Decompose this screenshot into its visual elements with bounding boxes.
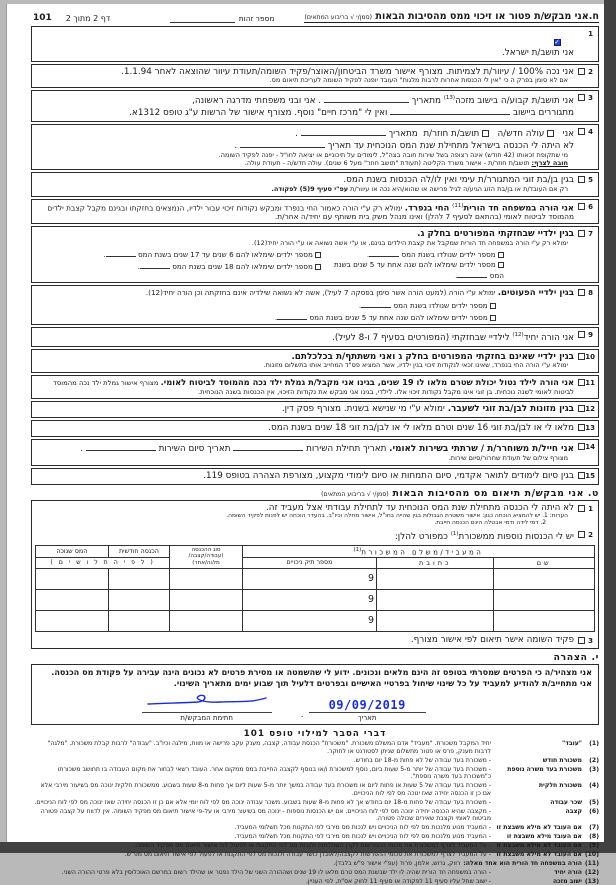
item-text: אני הורה יחיד$^{(12)}$ לילדיי שבחזקתי (המפורטים בסעיף 7 ו-8 לעיל). — [332, 332, 574, 344]
footnote-term: אם העובד לא מילא משבצת זו — [496, 841, 582, 849]
single-parent-family-checkbox[interactable] — [578, 203, 585, 210]
footnote-text: יחיד המקבל משכורת. "מעביד" אדם המשלם משכורת. "משכורת" הכנסת עבודה, קצבה, מענק עקב פרישה או מוות, מילגה וכיו"ב. "עבודה" לרבות קבלת משכורת. "מלגה" לרבות מענק, פרס או פטור מתשלום שניתן לסטודנט או לחוקר. — [47, 740, 491, 755]
footnote-text: - משכורת בעד עבודה של 5 שעות או פחות ליום או משכורת בעד עבודה במשך יותר מ-5 שעות ליום אך פחות מ-8 שעות בשבוע. ממשכורת חלקית ינוכה מס בשיעור מירבי אלא אם כן זו הכנסה יחידה שאז ינוכה מס לפי לוח הניכויים. — [40, 782, 491, 797]
item-number: 1 — [588, 504, 593, 513]
item-text-line2: מתגוררים ביישוב ואין לי "מרכז חיים" נוסף. מצורף אישור של הרשות ע"ג טופס 1312א. — [129, 108, 574, 119]
footnote-term: אם העובד לא מילא משבצת זו — [496, 850, 582, 858]
exemption-item-3 — [31, 90, 599, 122]
footnote-number: (2) — [589, 756, 599, 764]
item-text: אני תושב/ת ישראל. — [501, 48, 574, 58]
service-start-date-field[interactable] — [233, 442, 303, 451]
item-text: מלאו לי או לבן/בת זוגי 16 שנים וטרם מלאו לי או לבן/בת זוגי 18 שנים בשנת המס. — [268, 423, 574, 434]
children-18-line: מספר ילדים שימלאו להם 18 שנים בשנת המס . — [36, 260, 321, 280]
address-cell[interactable] — [377, 610, 494, 631]
item-text: לא היתה לי הכנסה מתחילת שנת המס הנוכחית עד לתחילת עבודתי אצל מעביד זה. — [265, 502, 574, 513]
footnote-number: (9) — [589, 841, 599, 849]
date-label: תאריך — [357, 713, 377, 722]
children-1-5-checkbox[interactable] — [498, 262, 504, 268]
date-field — [309, 698, 426, 722]
item-text: אני תושב/ת קבוע/ה בישוב מזכה$^{(13)}$ מתאריך . אני ובני משפחתי מדרגה ראשונה, — [192, 94, 574, 106]
toddlers-1-5-line: מספר ילדים שימלאו להם שנה אחת עד 5 שנים בשנת המס . — [36, 311, 496, 322]
item-number: 11 — [585, 379, 595, 388]
footnote-ref: (1) — [353, 546, 362, 553]
item-text: בגין סיום לימודים לתואר אקדמי, סיום התמחות או סיום לימודי מקצוע, מצורפת הצהרה בטופס 119. — [203, 470, 574, 481]
deduction-file-cell[interactable]: 9 — [242, 568, 376, 589]
section-h-title: ח.אני מבקש/ת פטור או זיכוי ממס מהסיבות הבאות (סמן/י √ בריבוע המתאים) — [304, 11, 599, 22]
footnote-term: שכר עבודה — [550, 798, 582, 806]
item-number: 10 — [585, 352, 595, 361]
employer-header: המעביד/משלם המשכורת$^{(1)}$ — [242, 545, 594, 557]
returning-resident-checkbox[interactable] — [482, 130, 489, 137]
item-note: ימולא רק ע"י הורה במשפחה חד הורית שמקבל את קצבת הילדים בגינם, או ע"י אשה נשואה או ע"י הורה יחיד(12). — [251, 238, 568, 247]
immigration-date-field[interactable] — [301, 127, 386, 136]
section-t-title-note: (סמן/י √ בריבוע המתאים) — [321, 490, 389, 498]
footnote-11 — [31, 860, 599, 867]
footnote-9 — [31, 842, 599, 849]
item-note: מי שתקופת זכאותו (42 חודש) אינה רצופה בשל שירות חובה בצה"ל, לימודים על תיכוניים או יציאה לחו"ל - יפנה לפקיד השומה. — [218, 150, 568, 159]
footnote-text: - משכורת בעד עבודה של לא פחות מ-18 יום בחודש. — [353, 756, 491, 764]
immigrant-item-checkbox[interactable] — [578, 128, 585, 135]
toddlers-checkbox[interactable] — [578, 289, 585, 296]
exemption-item-6 — [31, 199, 599, 224]
coordination-item-3 — [35, 634, 595, 647]
item-text: אני נכה 100% / עיוור/ת לצמיתות. מצורף אישור משרד הביטחון/האוצר/פקיד השומה/תעודת עיוור שהוצאה לאחר 1.1.94. — [121, 66, 574, 77]
tax-withheld-header: המס שנוכה — [36, 545, 109, 557]
monthly-income-cell[interactable] — [108, 610, 169, 631]
exemption-item-8 — [31, 285, 599, 325]
footnote-term: הורה במשפחה חד הורית הוא אחד מאלה: — [463, 859, 582, 867]
item-number: 6 — [588, 202, 593, 211]
exemption-item-5 — [31, 172, 599, 196]
no-income-start-year-checkbox[interactable] — [578, 505, 585, 512]
footnote-6 — [31, 808, 599, 823]
id-number-field[interactable] — [170, 13, 234, 23]
income-row-2 — [36, 589, 595, 610]
item-text: אני הורה במשפחה חד הורית$^{(11)}$ החי בנפרד. ימולא רק ע"י הורה כאמור החי בנפרד ומבקש נקודות זיכוי עבור ילדיו, הנמצאים בחזקתו ובגינם מקבל קצבת ילדים מהמוסד לביטוח לאומי (בהתאם לסעיף 7 להלן) ואינו מנהל משק בית משותף עם יחיד/ה אחר/ת. — [47, 202, 574, 222]
viewer-background-right — [604, 0, 616, 853]
footnote-ref: (11) — [452, 202, 464, 209]
address-cell[interactable] — [377, 589, 494, 610]
children-born-checkbox[interactable] — [498, 252, 504, 258]
service-end-date-field[interactable] — [86, 442, 156, 451]
footnote-text: - על המעביד לצרף למשכורת את סכומי ההפרשות לקרן השתלמות ולנכות מס לפי התקנות או לפעול לפי אישור תיאום מס מפקיד השומה. — [134, 841, 491, 849]
exemption-item-12 — [31, 401, 599, 418]
footnote-number: (5) — [589, 798, 599, 806]
table-header-row-1 — [36, 545, 595, 557]
footnote-12 — [31, 869, 599, 876]
explanations-title: דברי הסבר למילוי טופס 101 — [243, 728, 387, 739]
item-text: בגין בן/בת זוגי המתגורר/ת עימי ואין לו/לה הכנסות בשנת המס. — [343, 175, 574, 186]
separator-dot: . — [300, 709, 304, 720]
signature-label: חתימת המבקש/ת — [180, 713, 233, 722]
footnote-term: משכורת חודש — [542, 756, 582, 764]
item-note-2: 2. דמי לידה ודמי אבטלה הינם הכנסה חייבת. — [434, 520, 546, 527]
item-text: אני הורה לילד נטול יכולת שטרם מלאו לו 19 שנים, בגינו אני מקבל/ת גמלת ילד נכה מהמוסד לביטוח לאומי. מצורף אישור גמלת ילד נכה מהמוסד לביטוח לאומי לשנה נוכחית. בן זוגי אינו מקבל נקודות זיכוי אלו. לילדי, בגינו אני מבקש את נקודות הזיכוי, אין הכנסות בשנה הנוכחית. — [53, 377, 574, 396]
tax-coordination-box — [31, 500, 599, 650]
item-number: 5 — [588, 176, 593, 185]
item-number: 2 — [588, 531, 593, 540]
tax-withheld-cell[interactable] — [36, 568, 109, 589]
footnote-number: (10) — [584, 850, 599, 858]
name-cell[interactable] — [494, 610, 595, 631]
item-number: 14 — [585, 443, 595, 452]
footnote-term: משכורת חלקית — [538, 782, 582, 790]
children-6-17-line: מספר ילדים שימלאו להם 6 שנים עד 17 שנים בשנת המס . — [36, 248, 321, 259]
footnote-1 — [31, 740, 599, 755]
footnote-text: רווק, גרוש, אלמן, פרוד (עפ"י אישור פ"ש בלבד). — [333, 859, 461, 867]
item-text: פקיד השומה אישר תיאום לפי אישור מצורף. — [410, 634, 574, 645]
additional-salary-income-checkbox[interactable] — [578, 531, 585, 538]
footnote-term: "עובד" — [562, 740, 582, 748]
tax-withheld-cell[interactable] — [36, 589, 109, 610]
item-text-line2: לא היתה לי הכנסה בישראל מתחילת שנת המס הנוכחית עד תאריך . — [234, 141, 574, 152]
toddlers-1-5-checkbox[interactable] — [490, 315, 496, 321]
footnote-number: (7) — [589, 823, 599, 831]
footnote-number: (13) — [584, 877, 599, 885]
footnote-13 — [31, 878, 599, 885]
item-text: בגין מזונות לבן/בת זוגי לשעבר. ימולא ע"י מי שנישא בשנית. מצורף פסק דין. — [281, 404, 574, 415]
toddlers-born-count-field[interactable] — [361, 299, 391, 308]
form-101-page-2 — [6, 4, 604, 885]
footnote-8 — [31, 833, 599, 840]
item-number: 12 — [585, 405, 595, 414]
exemption-item-2 — [31, 64, 599, 88]
name-cell[interactable] — [494, 589, 595, 610]
age-16-18-checkbox[interactable] — [578, 424, 585, 431]
additional-income-table — [35, 545, 595, 632]
footnote-10 — [31, 851, 599, 858]
monthly-income-cell[interactable] — [108, 568, 169, 589]
children-6-17-count-field[interactable] — [106, 248, 136, 257]
item-number: 13 — [585, 424, 595, 433]
footnote-text: - הורה במשפחה חד הורית שהיה לו ילד שבשנת המס טרם מלאו לו 19 שנים ושההורה השני של הילד נפטר או שהילד רשום במרשם האוכלוסין בלא פרטי ההורה השני. — [61, 868, 491, 876]
exemption-item-10 — [31, 349, 599, 373]
footnote-text: - ישוב שחל עליו סעיף 11 לפקודה או סעיף 11 לחוק אס"ת, לפי העניין. — [305, 877, 491, 885]
children-born-count-field[interactable] — [369, 248, 399, 257]
income-type-cell[interactable] — [170, 589, 243, 610]
item-text: בגין ילדיי הפעוטים. ימולא ע"י הורה (למעט הורה אשר סימן בפסקה 7 לעיל), אשה לא נשואה שילדיה אינם בחזקתה וכן הורה יחיד(12). — [145, 288, 574, 299]
children-18-checkbox[interactable] — [315, 264, 321, 270]
item-note: ימולא ע"י הורה החי בנפרד, שאינו זכאי לנקודות זיכוי בגין ילדיו, אשר המציא פס"ד המחייב אותו בתשלום מזונות. — [263, 361, 568, 370]
footnote-3 — [31, 766, 599, 781]
coordination-item-2 — [35, 528, 595, 543]
israel-resident-checkbox[interactable] — [554, 39, 561, 46]
form-number: 101 — [33, 13, 52, 23]
tax-withheld-cell[interactable] — [36, 610, 109, 631]
children-born-line: מספר ילדים שנולדו בשנת המס . — [321, 248, 574, 259]
disabled-blind-checkbox[interactable] — [578, 68, 585, 75]
footnote-number: (4) — [589, 782, 599, 790]
item-note: רק אם העובד/ת או בן/בת הזוג הגיע/ה לגיל פרישה או שהוא/היא נכה או עיוור/ת עפ"י סעיף 9(5) לפקודה. — [271, 184, 568, 193]
toddlers-born-checkbox[interactable] — [490, 303, 496, 309]
name-cell[interactable] — [494, 568, 595, 589]
footnote-term: קצבה — [565, 807, 582, 815]
exemption-item-15 — [31, 468, 599, 485]
footnote-text: - משכורת בעד עבודה של פחות מ-18 יום בחודש אך לא פחות מ-8 שעות בשבוע. משכר עבודה ינוכה מס לפי לוח יומי אלא אם כן זו הכנסה יחידה שאז ינוכה מס לפי לוח הניכויים. — [34, 798, 491, 806]
id-number-label: מספר זהות — [238, 14, 275, 23]
discharged-soldier-checkbox[interactable] — [578, 443, 585, 450]
declaration-text: אני מצהיר/ה כי הפרטים שמסרתי בטופס זה הינם מלאים ונכונים. ידוע לי שהשמטה או מסירת פרטים לא נכונים הינה עבירה על פקודת מס הכנסה. אני מתחייב/ת להודיע למעביד על כל שינוי שיחול בפרטיי האישיים ובפרטים דלעיל תוך שבוע ימים מתאריך השינוי. — [51, 667, 592, 688]
no-income-until-date-field[interactable] — [240, 139, 325, 148]
item-number: 1 — [588, 30, 593, 38]
item-number: 15 — [585, 471, 595, 480]
footnote-number: (1) — [589, 740, 599, 748]
disabled-child-checkbox[interactable] — [578, 379, 585, 386]
children-count-grid — [36, 248, 574, 280]
signature-row — [38, 690, 592, 722]
eligible-settlement-checkbox[interactable] — [578, 94, 585, 101]
name-header: שם — [494, 557, 595, 568]
item-number: 3 — [588, 636, 593, 645]
exemption-item-13 — [31, 420, 599, 437]
children-18-label: מספר ילדים שימלאו להם 18 שנים בשנת המס — [172, 262, 313, 272]
footnote-7 — [31, 824, 599, 831]
children-in-custody-checkbox[interactable] — [578, 230, 585, 237]
footnote-text: - מקצבה שהיא הכנסה יחידה ינוכה מס לפי לוח הניכויים. אם יש הכנסות נוספות - ינוכה מס בשיעור מירבי או על-פי אישור תיאום מס מפקיד השומה. אין לדווח על קצבה פטורה מביטוח לאומי וקצבת שאירים שכולה פטורה. — [40, 807, 491, 822]
exemption-item-1 — [31, 26, 599, 62]
item-number: 8 — [588, 289, 593, 298]
footnote-ref: (1) — [450, 531, 459, 538]
children-1-5-count-field[interactable] — [457, 269, 487, 278]
children-not-in-custody-checkbox[interactable] — [578, 353, 585, 360]
toddlers-born-line: מספר ילדים שנולדו בשנת המס . — [36, 299, 496, 310]
toddlers-1-5-label: מספר ילדים שימלאו להם שנה אחת עד 5 שנים בשנת המס — [309, 313, 488, 323]
footnote-ref: (12) — [512, 332, 524, 339]
page-indicator: דף 2 מתוך 2 — [65, 14, 111, 23]
item-number: 2 — [588, 67, 593, 76]
monthly-income-header: הכנסה חודשית — [108, 545, 169, 557]
signature-ink[interactable] — [142, 690, 272, 713]
declaration-title: י. הצהרה — [553, 652, 599, 664]
toddlers-1-5-count-field[interactable] — [277, 311, 307, 320]
signature-scribble-icon — [142, 690, 272, 708]
footnote-text: - משכורת בעד עבודה של יותר מ-5 שעות ביום, נוסף למשכורת ו/או בנוסף לקצבה החייבת במס ממקום אחר. העובד רשאי לבחור את מקום העבודה בו תחושב משכורתו כ"משכורת בעד משרה נוספת". — [57, 765, 491, 781]
footnote-5 — [31, 799, 599, 806]
footnote-text: - על המעביד לצרף למשכורת את סכומי ההפרשות לקצבה/לאובדן כושר עבודה ולנכות מס לפי התקנות או לפעול לפי אישור תיאום מס מפ"ש. — [124, 850, 491, 858]
footnote-ref: (13) — [443, 94, 456, 101]
deduction-file-cell[interactable]: 9 — [242, 589, 376, 610]
item-note: הערות: 1. יש להמציא הוכחה כגון: אישור משטרת הגבולות בגין שהייה בחו"ל, אישור מחלה וכיו"ב. בהעדר הוכחה יש לפנות לפקיד השומה. — [226, 513, 568, 520]
income-type-cell[interactable] — [170, 568, 243, 589]
settlement-date-field[interactable] — [324, 94, 409, 103]
children-born-label: מספר ילדים שנולדו בשנת המס — [401, 250, 496, 260]
footnote-text: - המעביד מנוע מלנכות מס לפי לוח הניכויים ויש לנכות מס מירבי לפי התקנות מכל תשלומי המעביד. — [234, 832, 491, 840]
exemption-item-14 — [31, 439, 599, 465]
footnote-2 — [31, 757, 599, 764]
section-h-title-note: (סמן/י √ בריבוע המתאים) — [304, 14, 373, 21]
footnote-number: (8) — [589, 832, 599, 840]
exemption-item-4 — [31, 124, 599, 171]
item-note: מצורף צילום של תעודת שחרור/סיום שירות. — [448, 453, 568, 462]
deduction-file-cell[interactable]: 9 — [242, 610, 376, 631]
sole-parent-checkbox[interactable] — [578, 331, 585, 338]
income-row-1 — [36, 568, 595, 589]
deduction-file-header: מספר תיק ניכויים — [242, 557, 376, 568]
children-6-17-checkbox[interactable] — [315, 252, 321, 258]
signature-field — [142, 690, 272, 722]
children-6-17-label: מספר ילדים שימלאו להם 6 שנים עד 17 שנים בשנת המס — [137, 250, 313, 260]
footnote-term: אם העובד מילא משבצת זו — [506, 832, 582, 840]
children-18-count-field[interactable] — [140, 260, 170, 269]
address-cell[interactable] — [377, 568, 494, 589]
children-1-5-label: מספר ילדים שימלאו להם שנה אחת עד 5 שנים בשנת המס — [333, 260, 504, 281]
studies-completion-checkbox[interactable] — [578, 472, 585, 479]
settlement-name-field[interactable] — [390, 106, 510, 115]
footnote-term: אם העובד לא מילא משבצת זו — [496, 823, 582, 831]
exemption-item-11 — [31, 375, 599, 399]
address-header: כתובת — [377, 557, 494, 568]
item-text: אני עולה חדש/ה תושב/ת חוזר/ת מתאריך . — [295, 128, 574, 139]
alimony-checkbox[interactable] — [578, 405, 585, 412]
item-attach-note: חובה לצרף: תושב/ת חוזר/ת - אישור משרד הקליטה (תעודת "תושב חוזר" מעל 6 שנים). עולה חדש/ה - תעודת עולה. — [244, 158, 568, 167]
exemption-item-7 — [31, 226, 599, 283]
item-number: 9 — [588, 331, 593, 340]
monthly-income-cell[interactable] — [108, 589, 169, 610]
item-number: 3 — [588, 93, 593, 102]
item-text: בגין ילדיי שאינם בחזקתי המפורטים בחלק ג ואני משתתף/ת בכלכלתם. — [291, 351, 574, 362]
footnote-term: הורה יחיד — [554, 868, 582, 876]
item-note: אם לא סומן בפרק ה כי "אין לי הכנסות אחרות לרבות מלגות" העובד יופנה לפקיד השומה לעריכת תיאום מס. — [269, 76, 568, 84]
spouse-no-income-checkbox[interactable] — [578, 176, 585, 183]
declaration-box — [31, 664, 599, 724]
footnote-number: (3) — [589, 765, 599, 773]
per-slips-header: ( ל פ י ה ת ל ו ש י ם ) — [36, 557, 170, 568]
assessment-officer-approved-checkbox[interactable] — [578, 637, 585, 644]
new-immigrant-checkbox[interactable] — [547, 130, 554, 137]
footnote-term: ישוב מזכה — [552, 877, 582, 885]
children-1-5-line: מספר ילדים שימלאו להם שנה אחת עד 5 שנים בשנת המס . — [333, 260, 504, 281]
footnote-4 — [31, 782, 599, 797]
income-type-cell[interactable] — [170, 610, 243, 631]
item-text: יש לי הכנסות נוספות ממשכורת$^{(1)}$ כמפורט להלן: — [394, 531, 574, 542]
footnote-term: משכורת בעד משרה נוספת — [507, 765, 582, 773]
coordination-item-1 — [35, 502, 595, 529]
footnote-number: (11) — [584, 859, 599, 867]
footnote-number: (6) — [589, 807, 599, 815]
date-value[interactable]: 09/09/2019 — [309, 698, 426, 713]
item-text: אני חייל/ת משוחרר/ת / שרתתי בשירות לאומי. תאריך תחילת השירות תאריך סיום השירות . — [80, 444, 574, 455]
item-number: 4 — [588, 127, 593, 136]
toddlers-born-label: מספר ילדים שנולדו בשנת המס — [393, 301, 488, 311]
table-header-row-2 — [36, 557, 595, 568]
footnote-number: (12) — [584, 868, 599, 876]
section-t-title: ט. אני מבקש/ת תיאום מס מהסיבות הבאות (סמן/י √ בריבוע המתאים) — [321, 487, 599, 499]
income-row-3 — [36, 610, 595, 631]
footnote-text: - המעביד מנוע מלנכות מס לפי לוח הניכויים ויש לנכות מס מירבי לפי התקנות מכל תשלומי המעביד. — [234, 823, 491, 831]
page-header — [31, 11, 599, 23]
income-type-header: סוג ההכנסה (עבודה/קצבה/ מלגה/אחר) — [170, 545, 243, 568]
item-text: בגין ילדיי שבחזקתי המפורטים בחלק ג. — [417, 229, 574, 240]
item-number: 7 — [588, 230, 593, 239]
exemption-item-9 — [31, 327, 599, 346]
